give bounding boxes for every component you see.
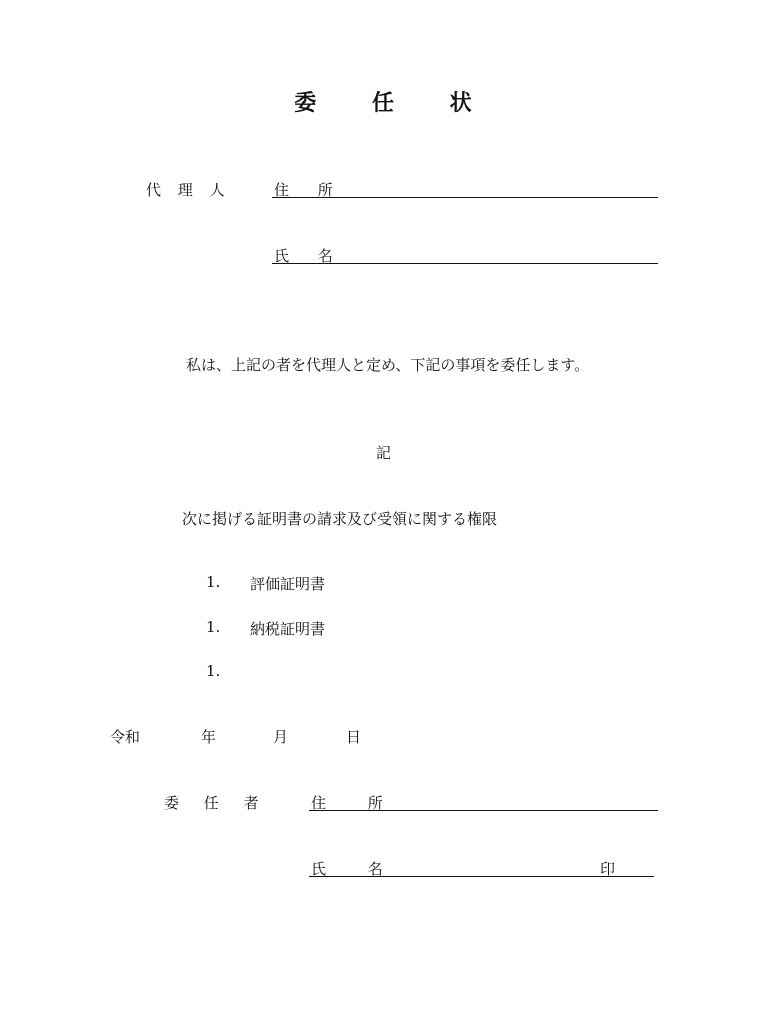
principal-label-char: 委 <box>164 794 180 812</box>
principal-name-line[interactable] <box>309 876 654 877</box>
scope-text: 次に掲げる証明書の請求及び受領に関する権限 <box>182 510 498 528</box>
principal-address-char: 所 <box>367 794 383 812</box>
agent-label-char: 人 <box>209 181 225 199</box>
agent-name-line[interactable] <box>272 263 658 264</box>
agent-label-char: 理 <box>177 181 193 199</box>
agent-label-char: 代 <box>146 181 162 199</box>
ki-heading: 記 <box>376 444 392 462</box>
title-char: 任 <box>371 90 396 116</box>
agent-name-char: 名 <box>317 247 333 265</box>
principal-address-char: 住 <box>311 794 327 812</box>
principal-name-char: 名 <box>367 860 383 878</box>
item-text: 評価証明書 <box>250 575 326 593</box>
seal-mark: 印 <box>600 860 616 878</box>
agent-name-char: 氏 <box>274 247 290 265</box>
agent-address-char: 住 <box>274 181 290 199</box>
principal-label-char: 任 <box>203 794 219 812</box>
agent-address-line[interactable] <box>272 197 658 198</box>
delegation-statement: 私は、上記の者を代理人と定め、下記の事項を委任します。 <box>186 356 590 374</box>
date-era: 令和 <box>110 728 141 746</box>
principal-name-char: 氏 <box>311 860 327 878</box>
principal-address-line[interactable] <box>309 810 658 811</box>
principal-label <box>164 792 259 813</box>
document-title <box>0 86 768 117</box>
agent-address-char: 所 <box>317 181 333 199</box>
item-number: 1. <box>206 662 221 680</box>
agent-label <box>146 179 225 200</box>
title-char: 委 <box>294 90 319 116</box>
date-month: 月 <box>273 728 289 746</box>
title-char: 状 <box>449 90 474 116</box>
date-year: 年 <box>201 728 217 746</box>
item-number: 1. <box>206 573 221 591</box>
item-text: 納税証明書 <box>250 620 326 638</box>
principal-label-char: 者 <box>243 794 259 812</box>
date-day: 日 <box>346 728 362 746</box>
item-number: 1. <box>206 618 221 636</box>
